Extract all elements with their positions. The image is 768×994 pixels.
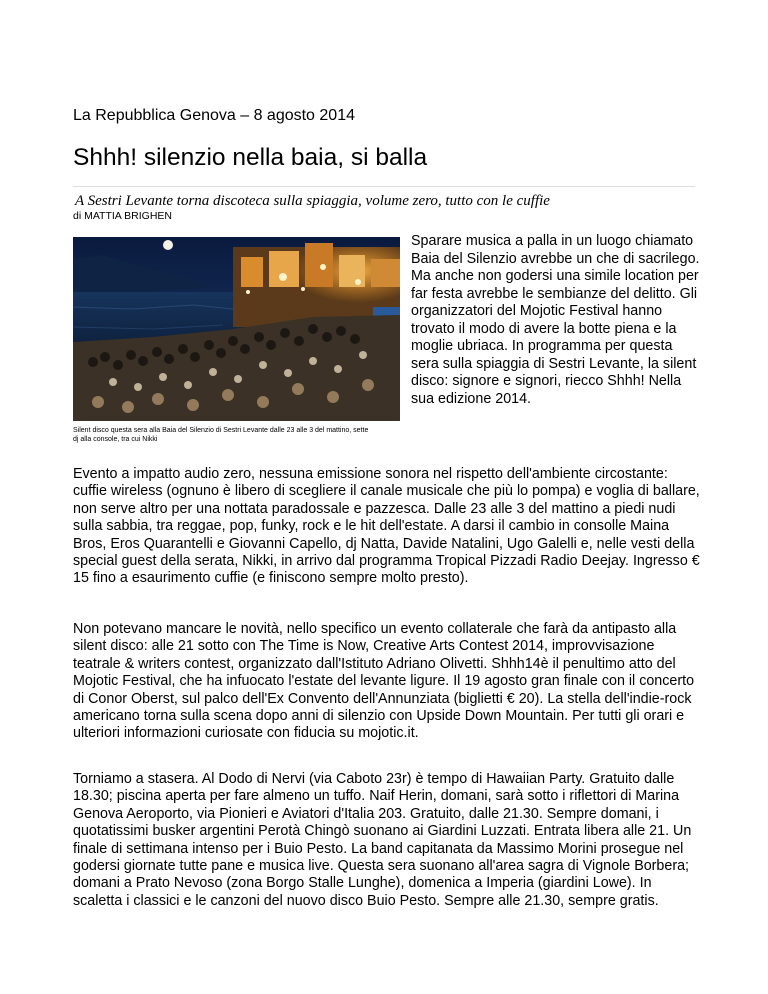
article-source: La Repubblica Genova – 8 agosto 2014 [73, 107, 355, 124]
body-paragraph: Torniamo a stasera. Al Dodo di Nervi (via Caboto 23r) è tempo di Hawaiian Party. Gratuito dalle 18.30; piscina aperta per fare almeno un tuffo. Naif Herin, domani, sarà sotto i riflettori di Marina Genova Aeroporto, via Pionieri e Aviatori d'Italia 203. Gratuito, dalle 21.30. Sempre domani, i quotatissimi busker argentini Perotà Chingò suonano ai Giardini Luzzati. Entrata libera alle 21. Un finale di settimana intenso per i Buio Pesto. La band capitanata da Massimo Morini prosegue nel godersi giornate tutte pane e musica live. Questa sera suonano all'area sagra di Vignole Borbera; domani a Prato Nevoso (zona Borgo Stalle Lunghe), domenica a Imperia (giardini Lowe). In scaletta i classici e le canzoni del nuovo disco Buio Pesto. Sempre alle 21.30, sempre gratis. [73, 771, 692, 909]
body-paragraph: Evento a impatto audio zero, nessuna emissione sonora nel rispetto dell'ambiente circostante: cuffie wireless (ognuno è libero di scegliere il canale musicale che più lo pompa) e voglia di ballare, non serve altro per una nottata paradossale e pazzesca. Dalle 23 alle 3 del mattino a piedi nudi sulla sabbia, tra reggae, pop, funky, rock e le hit dell'estate. A darsi il cambio in consolle Maina Bros, Eros Quarantelli e Giovanni Capello, dj Natta, Davide Natalini, Ugo Galelli e, nelle vesti della special guest della serata, Nikki, in arrivo dal programma Tropical Pizzadi Radio Deejay. Ingresso € 15 fino a esaurimento cuffie (e finiscono sempre molto presto). [73, 466, 700, 587]
title-divider [73, 186, 695, 187]
article-subtitle: A Sestri Levante torna discoteca sulla spiaggia, volume zero, tutto con le cuffie [75, 193, 550, 209]
body-paragraph: Non potevano mancare le novità, nello specifico un evento collaterale che farà da antipasto alla silent disco: alle 21 sotto con The Time is Now, Creative Arts Contest 2014, improvvisazione teatrale & writers contest, organizzato dall'Istituto Adriano Olivetti. Shhh14è il penultimo atto del Mojotic Festival, che ha infuocato l'estate del levante ligure. Il 19 agosto gran finale con il concerto di Conor Oberst, sul palco dell'Ex Convento dell'Annunziata (biglietti € 20). La stella dell'indie-rock americano torna sulla scena dopo anni di silenzio con Upside Down Mountain. Per tutti gli orari e ulteriori informazioni curiosate con fiducia su mojotic.it. [73, 621, 695, 742]
article-title: Shhh! silenzio nella baia, si balla [73, 144, 428, 171]
beach-party-photo [73, 237, 400, 421]
intro-paragraph: Sparare musica a palla in un luogo chiamato Baia del Silenzio avrebbe un che di sacrilego. Ma anche non godersi una simile location per far festa avrebbe le sembianze del delitto. Gli organizzatori del Mojotic Festival hanno trovato il modo di avere la botte piena e la moglie ubriaca. In programma per questa sera sulla spiaggia di Sestri Levante, la silent disco: signore e signori, riecco Shhh! Nella sua edizione 2014. [411, 233, 700, 407]
article-byline: di MATTIA BRIGHEN [73, 210, 172, 222]
photo-caption: Silent disco questa sera alla Baia del Silenzio di Sestri Levante dalle 23 alle 3 del mattino, sette dj alla console, tra cui Nikki [73, 427, 369, 443]
